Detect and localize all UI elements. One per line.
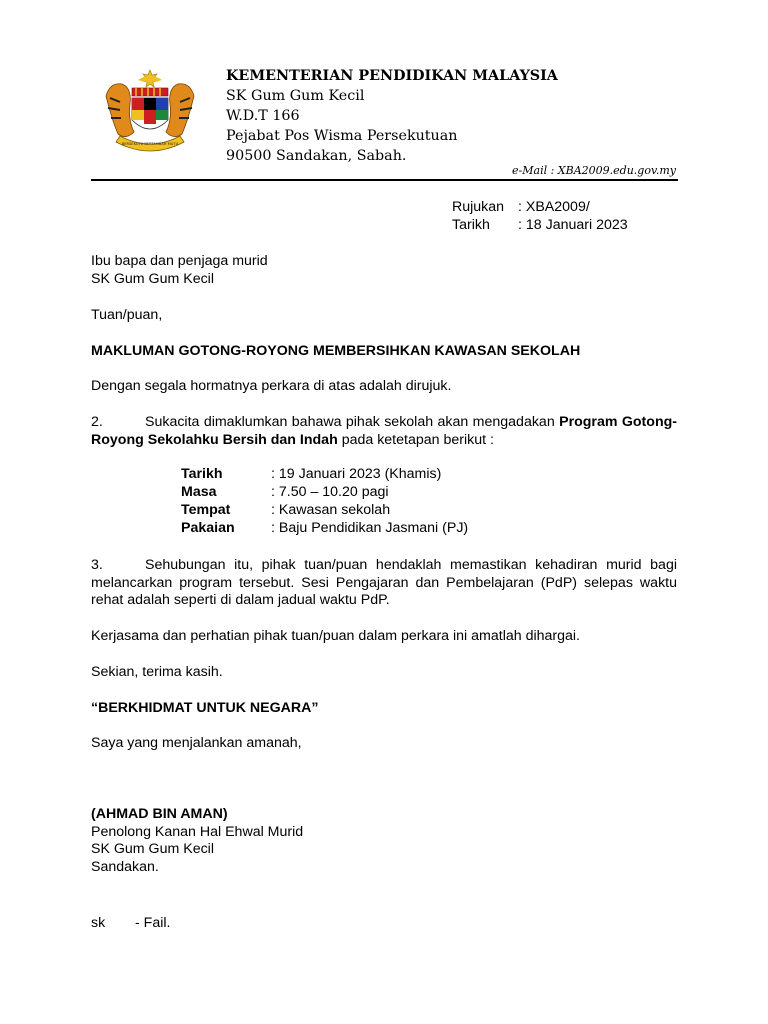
detail-label: Tarikh [181, 466, 223, 482]
detail-value: : Kawasan sekolah [271, 502, 391, 518]
detail-label: Pakaian [181, 520, 235, 536]
paragraph-number: 2. [91, 414, 103, 430]
signatory-block [91, 806, 677, 876]
salutation: Tuan/puan, [91, 307, 163, 323]
letterhead [226, 66, 558, 166]
trust-line: Saya yang menjalankan amanah, [91, 735, 302, 751]
paragraph-2 [91, 414, 677, 449]
address-line: W.D.T 166 [226, 108, 300, 124]
detail-value: : 19 Januari 2023 (Khamis) [271, 466, 442, 482]
paragraph-number: 3. [91, 557, 103, 573]
reference-row [452, 199, 628, 217]
cc-value: - Fail. [135, 915, 171, 931]
slogan: “BERKHIDMAT UNTUK NEGARA” [91, 700, 319, 716]
detail-value: : Baju Pendidikan Jasmani (PJ) [271, 520, 469, 536]
school-name: SK Gum Gum Kecil [226, 88, 365, 104]
detail-label: Masa [181, 484, 217, 500]
email-line: e-Mail : XBA2009.edu.gov.my [512, 164, 676, 177]
rujukan-label: Rujukan [452, 199, 505, 215]
signatory-town: Sandakan. [91, 858, 159, 875]
cc-label: sk [91, 915, 106, 931]
detail-row [181, 502, 468, 520]
closing-line: Sekian, terima kasih. [91, 664, 223, 680]
crest-motto: BERSEKUTU BERTAMBAH MUTU [121, 142, 179, 146]
paragraph-3 [91, 557, 677, 610]
signatory-name: (AHMAD BIN AMAN) [91, 806, 228, 822]
address-line: 90500 Sandakan, Sabah. [226, 148, 407, 164]
reference-block [452, 199, 628, 235]
paragraph-1: Dengan segala hormatnya perkara di atas adalah dirujuk. [91, 378, 452, 394]
cc-line [91, 915, 677, 933]
recipient-block [91, 253, 677, 288]
detail-value: : 7.50 – 10.20 pagi [271, 484, 389, 500]
tarikh-value: : 18 Januari 2023 [518, 217, 628, 233]
program-name: Program Gotong-Royong Sekolahku Bersih dan Indah [91, 414, 678, 448]
recipient-line: Ibu bapa dan penjaga murid [91, 253, 268, 269]
paragraph-text: Sehubungan itu, pihak tuan/puan hendaklah memastikan kehadiran murid bagi melancarkan program tersebut. Sesi Pengajaran dan Pembelajaran (PdP) selepas waktu rehat adalah seperti di dalam jadual waktu PdP. [91, 557, 677, 608]
detail-row [181, 520, 468, 538]
recipient-line: SK Gum Gum Kecil [91, 270, 214, 287]
header-divider [91, 179, 678, 181]
paragraph-4: Kerjasama dan perhatian pihak tuan/puan dalam perkara ini amatlah dihargai. [91, 628, 580, 644]
paragraph-text: pada ketetapan berikut : [337, 431, 494, 448]
rujukan-value: : XBA2009/ [518, 199, 590, 215]
detail-label: Tempat [181, 502, 231, 518]
detail-row [181, 466, 468, 484]
event-details [181, 466, 468, 538]
signatory-school: SK Gum Gum Kecil [91, 841, 214, 857]
ministry-name: KEMENTERIAN PENDIDIKAN MALAYSIA [226, 68, 558, 84]
tarikh-label: Tarikh [452, 217, 490, 233]
detail-row [181, 484, 468, 502]
subject-heading: MAKLUMAN GOTONG-ROYONG MEMBERSIHKAN KAWASAN SEKOLAH [91, 343, 581, 359]
signatory-title: Penolong Kanan Hal Ehwal Murid [91, 823, 304, 840]
address-line: Pejabat Pos Wisma Persekutuan [226, 128, 458, 144]
paragraph-text: Sukacita dimaklumkan bahawa pihak sekolah akan mengadakan [145, 414, 560, 430]
date-row [452, 217, 628, 235]
malaysia-coat-of-arms-logo [98, 66, 202, 160]
